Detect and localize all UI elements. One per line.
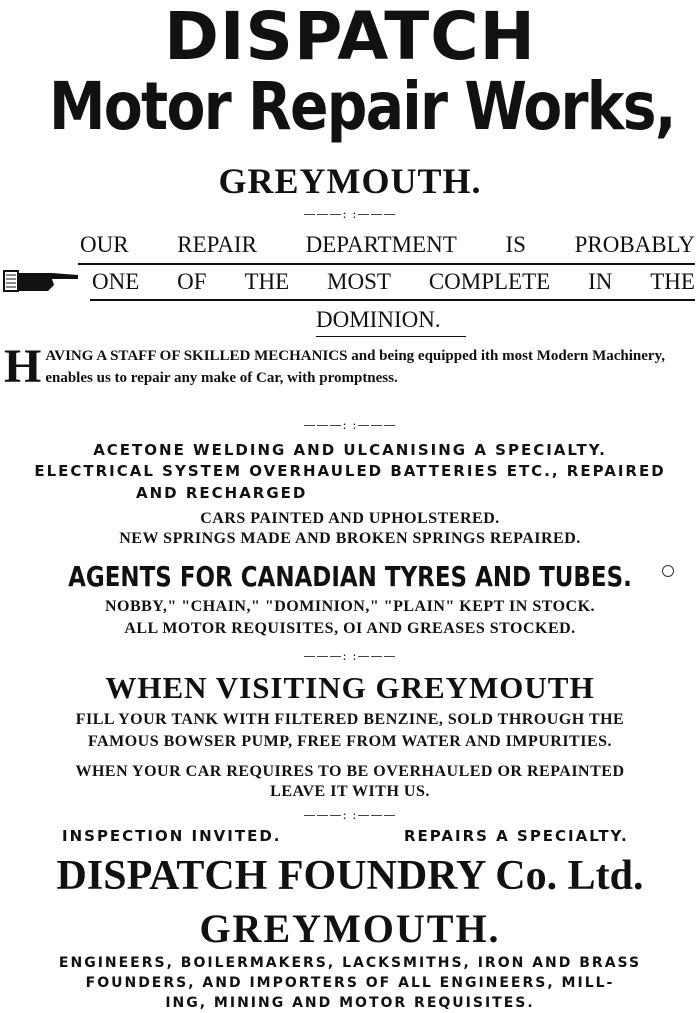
service-line-1: ACETONE WELDING AND ULCANISING A SPECIALTY. bbox=[93, 441, 607, 459]
notice-word: PROBABLY bbox=[574, 232, 695, 257]
visiting-line-4: LEAVE IT WITH US. bbox=[270, 783, 430, 800]
footer-line-3: ING, MINING AND MOTOR REQUISITES. bbox=[165, 995, 535, 1011]
footer-line-2: FOUNDERS, AND IMPORTERS OF ALL ENGINEERS, MILL- bbox=[85, 975, 615, 991]
notice-word: DEPARTMENT bbox=[305, 232, 457, 257]
intro-text: AVING A STAFF OF SKILLED MECHANICS and being equipped ith most Modern Machinery, enables us to repair any make of Car, with promptness. bbox=[45, 348, 666, 386]
intro-dropcap: H bbox=[4, 340, 42, 393]
notice-word: IS bbox=[505, 232, 526, 257]
notice-word: REPAIR bbox=[177, 232, 257, 257]
pointing-hand-icon bbox=[2, 265, 80, 297]
notice-word: OF bbox=[177, 269, 207, 294]
notice-word: COMPLETE bbox=[428, 269, 551, 294]
visiting-line-3: WHEN YOUR CAR REQUIRES TO BE OVERHAULED OR REPAINTED bbox=[75, 763, 625, 780]
footer-location: GREYMOUTH. bbox=[199, 906, 501, 951]
visiting-heading: WHEN VISITING GREYMOUTH bbox=[105, 670, 595, 705]
notice-word: MOST bbox=[327, 269, 391, 294]
service-line-4: CARS PAINTED AND UPHOLSTERED. bbox=[200, 510, 500, 527]
notice-word: THE bbox=[244, 269, 290, 294]
intro-paragraph bbox=[4, 340, 694, 393]
footer-inspection: INSPECTION INVITED. bbox=[62, 827, 282, 845]
footer-company: DISPATCH FOUNDRY Co. Ltd. bbox=[56, 853, 644, 899]
notice-rule-3 bbox=[316, 336, 466, 337]
service-line-5: NEW SPRINGS MADE AND BROKEN SPRINGS REPAIRED. bbox=[119, 530, 581, 547]
header-subtitle: Motor Repair Works, bbox=[49, 68, 675, 145]
visiting-line-1: FILL YOUR TANK WITH FILTERED BENZINE, SOLD THROUGH THE bbox=[75, 711, 625, 728]
notice-line-3: DOMINION. bbox=[316, 307, 441, 332]
notice-rule-2 bbox=[90, 299, 695, 301]
notice-word: OUR bbox=[80, 232, 129, 257]
service-line-2: ELECTRICAL SYSTEM OVERHAULED BATTERIES ETC., REPAIRED bbox=[34, 462, 666, 480]
notice-line-2 bbox=[92, 269, 695, 295]
agents-line-2: ALL MOTOR REQUISITES, OI AND GREASES STOCKED. bbox=[124, 620, 576, 637]
notice-word: ONE bbox=[92, 269, 140, 294]
agents-line-1: NOBBY," "CHAIN," "DOMINION," "PLAIN" KEPT IN STOCK. bbox=[104, 598, 596, 615]
notice-rule-1 bbox=[78, 263, 695, 265]
divider-4: ———: :——— bbox=[303, 808, 397, 822]
service-line-3: AND RECHARGED bbox=[136, 484, 308, 502]
header-title: DISPATCH bbox=[164, 0, 536, 75]
footer-line-1: ENGINEERS, BOILERMAKERS, LACKSMITHS, IRON AND BRASS bbox=[58, 955, 642, 971]
divider-3: ———: :——— bbox=[303, 649, 397, 663]
notice-word: IN bbox=[588, 269, 613, 294]
visiting-line-2: FAMOUS BOWSER PUMP, FREE FROM WATER AND IMPURITIES. bbox=[87, 733, 613, 750]
header-location: GREYMOUTH. bbox=[218, 161, 482, 201]
notice-line-1 bbox=[80, 232, 695, 258]
notice-word: THE bbox=[650, 269, 695, 294]
divider-2: ———: :——— bbox=[303, 418, 397, 432]
ink-dot bbox=[662, 565, 674, 577]
agents-heading: AGENTS FOR CANADIAN TYRES AND TUBES. bbox=[68, 560, 632, 593]
footer-repairs: REPAIRS A SPECIALTY. bbox=[404, 827, 629, 845]
divider-1: ———: :——— bbox=[303, 207, 397, 221]
